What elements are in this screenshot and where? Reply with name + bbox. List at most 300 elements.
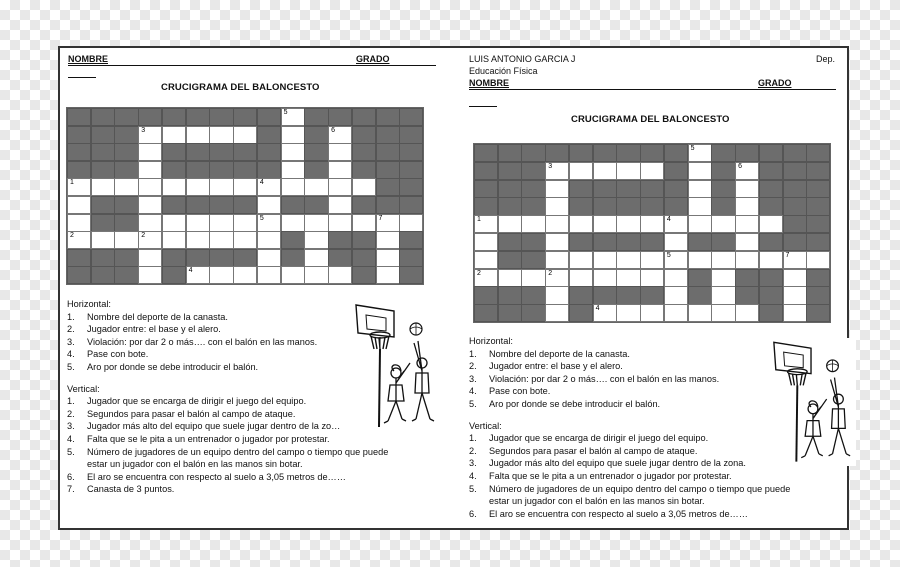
crossword-cell[interactable] — [138, 249, 162, 267]
crossword-block — [67, 161, 91, 179]
crossword-block — [474, 144, 498, 162]
crossword-block — [186, 249, 210, 267]
crossword-cell[interactable] — [759, 215, 783, 233]
crossword-cell[interactable] — [209, 178, 233, 196]
crossword-cell[interactable] — [399, 214, 423, 232]
crossword-block — [162, 266, 186, 284]
crossword-block — [783, 162, 807, 180]
crossword-cell[interactable] — [138, 161, 162, 179]
crossword-cell[interactable] — [640, 162, 664, 180]
crossword-block — [304, 143, 328, 161]
clue-text: Nombre del deporte de la canasta. — [87, 311, 228, 322]
crossword-block — [186, 108, 210, 126]
crossword-cell[interactable] — [569, 162, 593, 180]
crossword-block — [67, 143, 91, 161]
crossword-block — [640, 286, 664, 304]
horizontal-heading: Horizontal: — [67, 299, 111, 309]
clue-item — [67, 471, 388, 484]
crossword-cell[interactable] — [711, 215, 735, 233]
crossword-cell[interactable] — [640, 215, 664, 233]
crossword-block — [759, 269, 783, 287]
clue-item — [469, 432, 790, 445]
clue-number: 6. — [67, 471, 75, 482]
crossword-cell[interactable] — [281, 108, 305, 126]
crossword-block — [233, 108, 257, 126]
crossword-cell[interactable] — [735, 251, 759, 269]
clue-number-label: 4 — [595, 305, 600, 313]
crossword-block — [498, 233, 522, 251]
crossword-cell[interactable] — [67, 214, 91, 232]
crossword-block — [616, 180, 640, 198]
crossword-cell[interactable] — [735, 197, 759, 215]
crossword-cell[interactable] — [328, 266, 352, 284]
crossword-block — [616, 286, 640, 304]
crossword-cell[interactable] — [616, 304, 640, 322]
clue-number: 1. — [469, 433, 477, 444]
crossword-cell[interactable] — [281, 161, 305, 179]
crossword-cell[interactable] — [162, 178, 186, 196]
crossword-block — [399, 196, 423, 214]
crossword-cell[interactable] — [233, 214, 257, 232]
basketball-players-illustration — [350, 301, 440, 431]
clue-number-label: 4 — [666, 216, 671, 224]
crossword-cell[interactable] — [593, 162, 617, 180]
crossword-cell[interactable] — [664, 233, 688, 251]
crossword-block — [114, 108, 138, 126]
crossword-block — [91, 214, 115, 232]
crossword-cell[interactable] — [138, 214, 162, 232]
crossword-cell[interactable] — [328, 161, 352, 179]
crossword-cell[interactable] — [664, 304, 688, 322]
crossword-cell[interactable] — [498, 269, 522, 287]
crossword-cell[interactable] — [233, 126, 257, 144]
clue-text: El aro se encuentra con respecto al suelo a 3,05 metros de…… — [87, 471, 346, 482]
clue-text: Aro por donde se debe introducir el balón. — [87, 361, 259, 372]
crossword-cell[interactable] — [640, 251, 664, 269]
clue-item — [67, 446, 388, 459]
crossword-cell[interactable] — [67, 196, 91, 214]
clue-item — [67, 483, 388, 496]
crossword-cell[interactable] — [304, 231, 328, 249]
clue-number-label: 6 — [331, 126, 335, 134]
crossword-cell[interactable] — [545, 304, 569, 322]
crossword-cell[interactable] — [735, 233, 759, 251]
clue-number-label: 7 — [378, 214, 383, 222]
clue-text: Pase con bote. — [87, 349, 149, 360]
crossword-block — [521, 162, 545, 180]
crossword-cell[interactable] — [759, 251, 783, 269]
crossword-cell[interactable] — [569, 269, 593, 287]
crossword-block — [352, 126, 376, 144]
crossword-block — [498, 144, 522, 162]
clue-item — [469, 360, 790, 373]
crossword-cell[interactable] — [376, 249, 400, 267]
clue-text: Nombre del deporte de la canasta. — [489, 348, 630, 359]
crossword-cell[interactable] — [616, 269, 640, 287]
crossword-cell[interactable] — [328, 196, 352, 214]
crossword-block — [352, 231, 376, 249]
crossword-cell[interactable] — [545, 197, 569, 215]
crossword-cell[interactable] — [209, 266, 233, 284]
clue-text: Jugador entre: el base y el alero. — [87, 324, 221, 335]
crossword-cell[interactable] — [688, 251, 712, 269]
crossword-cell[interactable] — [233, 266, 257, 284]
crossword-block — [209, 249, 233, 267]
crossword-cell[interactable] — [664, 251, 688, 269]
crossword-cell[interactable] — [376, 266, 400, 284]
crossword-block — [114, 161, 138, 179]
crossword-cell[interactable] — [233, 178, 257, 196]
clue-number: 2. — [469, 361, 477, 372]
crossword-cell[interactable] — [711, 304, 735, 322]
crossword-cell[interactable] — [735, 180, 759, 198]
clue-text: estar un jugador con el balón en las manos sin botar. — [489, 496, 705, 507]
crossword-block — [498, 180, 522, 198]
crossword-cell[interactable] — [352, 214, 376, 232]
crossword-cell[interactable] — [735, 215, 759, 233]
clue-number-label: 6 — [738, 162, 742, 170]
crossword-block — [281, 249, 305, 267]
clue-item — [469, 483, 790, 496]
crossword-cell[interactable] — [593, 304, 617, 322]
clue-number-label: 3 — [548, 162, 553, 170]
crossword-block — [593, 233, 617, 251]
crossword-cell[interactable] — [328, 126, 352, 144]
crossword-block — [91, 266, 115, 284]
crossword-cell[interactable] — [474, 215, 498, 233]
crossword-block — [376, 143, 400, 161]
clue-item — [469, 470, 790, 483]
crossword-cell[interactable] — [91, 231, 115, 249]
crossword-cell[interactable] — [209, 214, 233, 232]
crossword-cell[interactable] — [162, 231, 186, 249]
crossword-block — [783, 197, 807, 215]
crossword-cell[interactable] — [138, 231, 162, 249]
crossword-cell[interactable] — [688, 180, 712, 198]
crossword-cell[interactable] — [91, 178, 115, 196]
crossword-block — [399, 178, 423, 196]
crossword-cell[interactable] — [281, 126, 305, 144]
crossword-cell[interactable] — [545, 251, 569, 269]
crossword-cell[interactable] — [474, 233, 498, 251]
crossword-block — [91, 249, 115, 267]
clue-number-label: 5 — [666, 251, 671, 259]
clue-number: 1. — [67, 311, 75, 322]
department-label: Dep. — [816, 54, 836, 64]
crossword-cell[interactable] — [616, 162, 640, 180]
crossword-cell[interactable] — [138, 178, 162, 196]
crossword-block — [162, 143, 186, 161]
crossword-cell[interactable] — [281, 143, 305, 161]
crossword-cell[interactable] — [688, 215, 712, 233]
clue-number: 2. — [67, 324, 75, 335]
crossword-cell[interactable] — [711, 251, 735, 269]
crossword-block — [91, 143, 115, 161]
crossword-block — [498, 304, 522, 322]
clue-text: Canasta de 3 puntos. — [87, 484, 175, 495]
crossword-cell[interactable] — [593, 251, 617, 269]
crossword-block — [664, 197, 688, 215]
crossword-block — [759, 304, 783, 322]
crossword-block — [593, 180, 617, 198]
clue-item — [67, 458, 388, 471]
clue-number: 3. — [67, 421, 75, 432]
clue-text: Violación: por dar 2 o más…. con el balón en las manos. — [489, 373, 720, 384]
crossword-block — [474, 162, 498, 180]
crossword-block — [474, 286, 498, 304]
crossword-cell[interactable] — [281, 266, 305, 284]
crossword-cell[interactable] — [376, 231, 400, 249]
crossword-cell[interactable] — [352, 178, 376, 196]
crossword-cell[interactable] — [545, 180, 569, 198]
crossword-cell[interactable] — [257, 196, 281, 214]
crossword-block — [376, 161, 400, 179]
crossword-block — [474, 197, 498, 215]
crossword-cell[interactable] — [281, 178, 305, 196]
crossword-cell[interactable] — [67, 231, 91, 249]
crossword-block — [114, 196, 138, 214]
crossword-block — [233, 249, 257, 267]
crossword-block — [640, 233, 664, 251]
clue-text: Número de jugadores de un equipo dentro del campo o tiempo que puede — [489, 483, 791, 494]
crossword-cell[interactable] — [664, 215, 688, 233]
clue-number: 4. — [469, 386, 477, 397]
crossword-block — [328, 249, 352, 267]
crossword-cell[interactable] — [328, 214, 352, 232]
crossword-cell[interactable] — [67, 178, 91, 196]
crossword-cell[interactable] — [186, 126, 210, 144]
crossword-cell[interactable] — [783, 304, 807, 322]
crossword-cell[interactable] — [257, 214, 281, 232]
crossword-block — [304, 108, 328, 126]
crossword-block — [328, 108, 352, 126]
crossword-block — [186, 143, 210, 161]
crossword-cell[interactable] — [304, 249, 328, 267]
crossword-cell[interactable] — [711, 286, 735, 304]
crossword-block — [399, 108, 423, 126]
crossword-cell[interactable] — [328, 143, 352, 161]
crossword-cell[interactable] — [474, 269, 498, 287]
short-line — [469, 106, 497, 107]
clue-number-label: 3 — [141, 126, 146, 134]
vertical-heading: Vertical: — [469, 420, 502, 431]
crossword-block — [521, 286, 545, 304]
crossword-cell[interactable] — [640, 269, 664, 287]
crossword-cell[interactable] — [569, 251, 593, 269]
crossword-block — [114, 126, 138, 144]
crossword-block — [352, 108, 376, 126]
clue-item — [469, 445, 790, 458]
crossword-cell[interactable] — [233, 231, 257, 249]
crossword-block — [399, 231, 423, 249]
clue-number: 3. — [67, 336, 75, 347]
crossword-cell[interactable] — [162, 214, 186, 232]
crossword-block — [569, 180, 593, 198]
clue-text: Segundos para pasar el balón al campo de ataque. — [87, 408, 296, 419]
crossword-cell[interactable] — [664, 286, 688, 304]
crossword-cell[interactable] — [328, 178, 352, 196]
crossword-block — [352, 249, 376, 267]
clue-number: 5. — [67, 446, 75, 457]
crossword-cell[interactable] — [498, 215, 522, 233]
crossword-block — [257, 126, 281, 144]
subject-label: Educación Física — [469, 66, 538, 76]
crossword-cell[interactable] — [545, 162, 569, 180]
crossword-block — [783, 180, 807, 198]
clue-number: 3. — [469, 373, 477, 384]
clue-text: Falta que se le pita a un entrenador o jugador por protestar. — [87, 433, 330, 444]
crossword-block — [209, 196, 233, 214]
clue-text: Jugador entre: el base y el alero. — [489, 361, 623, 372]
crossword-block — [759, 162, 783, 180]
name-line — [68, 65, 436, 66]
crossword-block — [352, 143, 376, 161]
crossword-cell[interactable] — [688, 144, 712, 162]
crossword-cell[interactable] — [688, 197, 712, 215]
crossword-block — [759, 180, 783, 198]
clue-number-label: 4 — [259, 179, 264, 187]
crossword-block — [593, 197, 617, 215]
crossword-block — [711, 144, 735, 162]
crossword-cell[interactable] — [257, 249, 281, 267]
crossword-cell[interactable] — [569, 215, 593, 233]
crossword-cell[interactable] — [209, 231, 233, 249]
crossword-cell[interactable] — [735, 304, 759, 322]
grado-label: GRADO — [758, 78, 792, 88]
crossword-cell[interactable] — [138, 196, 162, 214]
crossword-cell[interactable] — [304, 266, 328, 284]
crossword-block — [521, 144, 545, 162]
crossword-cell[interactable] — [474, 251, 498, 269]
crossword-cell[interactable] — [545, 233, 569, 251]
crossword-block — [91, 161, 115, 179]
clue-item — [67, 336, 388, 349]
crossword-block — [304, 126, 328, 144]
crossword-cell[interactable] — [593, 269, 617, 287]
crossword-cell[interactable] — [545, 286, 569, 304]
crossword-block — [498, 197, 522, 215]
clue-number-label: 2 — [70, 232, 74, 240]
crossword-cell[interactable] — [616, 251, 640, 269]
crossword-block — [399, 161, 423, 179]
crossword-cell[interactable] — [114, 231, 138, 249]
crossword-block — [67, 108, 91, 126]
crossword-cell[interactable] — [257, 178, 281, 196]
clue-number-label: 4 — [188, 267, 193, 275]
crossword-cell[interactable] — [640, 304, 664, 322]
horizontal-clues — [67, 311, 388, 374]
crossword-cell[interactable] — [735, 162, 759, 180]
crossword-block — [593, 144, 617, 162]
crossword-cell[interactable] — [806, 251, 830, 269]
crossword-cell[interactable] — [138, 266, 162, 284]
crossword-cell[interactable] — [281, 214, 305, 232]
crossword-cell[interactable] — [138, 143, 162, 161]
author-name: LUIS ANTONIO GARCIA J — [469, 54, 576, 64]
crossword-block — [664, 144, 688, 162]
crossword-block — [806, 215, 830, 233]
crossword-block — [688, 269, 712, 287]
crossword-cell[interactable] — [688, 162, 712, 180]
crossword-cell[interactable] — [114, 178, 138, 196]
crossword-cell[interactable] — [162, 126, 186, 144]
crossword-cell[interactable] — [304, 214, 328, 232]
crossword-block — [735, 286, 759, 304]
clue-number-label: 5 — [259, 214, 264, 222]
crossword-cell[interactable] — [783, 269, 807, 287]
crossword-block — [67, 249, 91, 267]
clue-item — [469, 373, 790, 386]
crossword-cell[interactable] — [138, 126, 162, 144]
crossword-block — [399, 249, 423, 267]
crossword-cell[interactable] — [186, 231, 210, 249]
crossword-block — [257, 108, 281, 126]
crossword-block — [162, 161, 186, 179]
crossword-block — [233, 161, 257, 179]
clue-number: 4. — [469, 470, 477, 481]
clue-text: estar un jugador con el balón en las manos sin botar. — [87, 459, 303, 470]
crossword-cell[interactable] — [783, 251, 807, 269]
crossword-cell[interactable] — [545, 269, 569, 287]
crossword-block — [91, 108, 115, 126]
crossword-cell[interactable] — [304, 178, 328, 196]
crossword-block — [304, 196, 328, 214]
crossword-cell[interactable] — [186, 214, 210, 232]
crossword-cell[interactable] — [186, 178, 210, 196]
crossword-block — [498, 286, 522, 304]
clue-text: Jugador que se encarga de dirigir el juego del equipo. — [489, 433, 709, 444]
clue-number-label: 5 — [690, 145, 695, 152]
crossword-block — [209, 108, 233, 126]
clue-item — [469, 495, 790, 508]
crossword-block — [806, 180, 830, 198]
crossword-cell[interactable] — [664, 269, 688, 287]
clue-number: 4. — [67, 349, 75, 360]
crossword-cell[interactable] — [209, 126, 233, 144]
clue-item — [67, 361, 388, 374]
crossword-block — [257, 161, 281, 179]
crossword-cell[interactable] — [616, 215, 640, 233]
crossword-block — [162, 249, 186, 267]
crossword-block — [711, 197, 735, 215]
crossword-block — [257, 143, 281, 161]
crossword-cell[interactable] — [376, 214, 400, 232]
crossword-block — [162, 196, 186, 214]
crossword-block — [759, 197, 783, 215]
crossword-cell[interactable] — [257, 266, 281, 284]
crossword-cell[interactable] — [545, 215, 569, 233]
crossword-cell[interactable] — [711, 269, 735, 287]
crossword-title: CRUCIGRAMA DEL BALONCESTO — [161, 82, 320, 93]
crossword-block — [352, 161, 376, 179]
crossword-block — [806, 286, 830, 304]
crossword-cell[interactable] — [257, 231, 281, 249]
crossword-block — [616, 197, 640, 215]
crossword-grid — [473, 143, 831, 323]
crossword-cell[interactable] — [688, 304, 712, 322]
clues-block — [67, 298, 388, 496]
vertical-heading: Vertical: — [67, 383, 100, 394]
basketball-players-illustration — [768, 338, 856, 466]
crossword-cell[interactable] — [521, 215, 545, 233]
clue-number: 2. — [67, 408, 75, 419]
clue-text: Pase con bote. — [489, 386, 551, 397]
crossword-block — [209, 143, 233, 161]
crossword-cell[interactable] — [186, 266, 210, 284]
crossword-cell[interactable] — [783, 286, 807, 304]
crossword-cell[interactable] — [521, 269, 545, 287]
crossword-cell[interactable] — [593, 215, 617, 233]
